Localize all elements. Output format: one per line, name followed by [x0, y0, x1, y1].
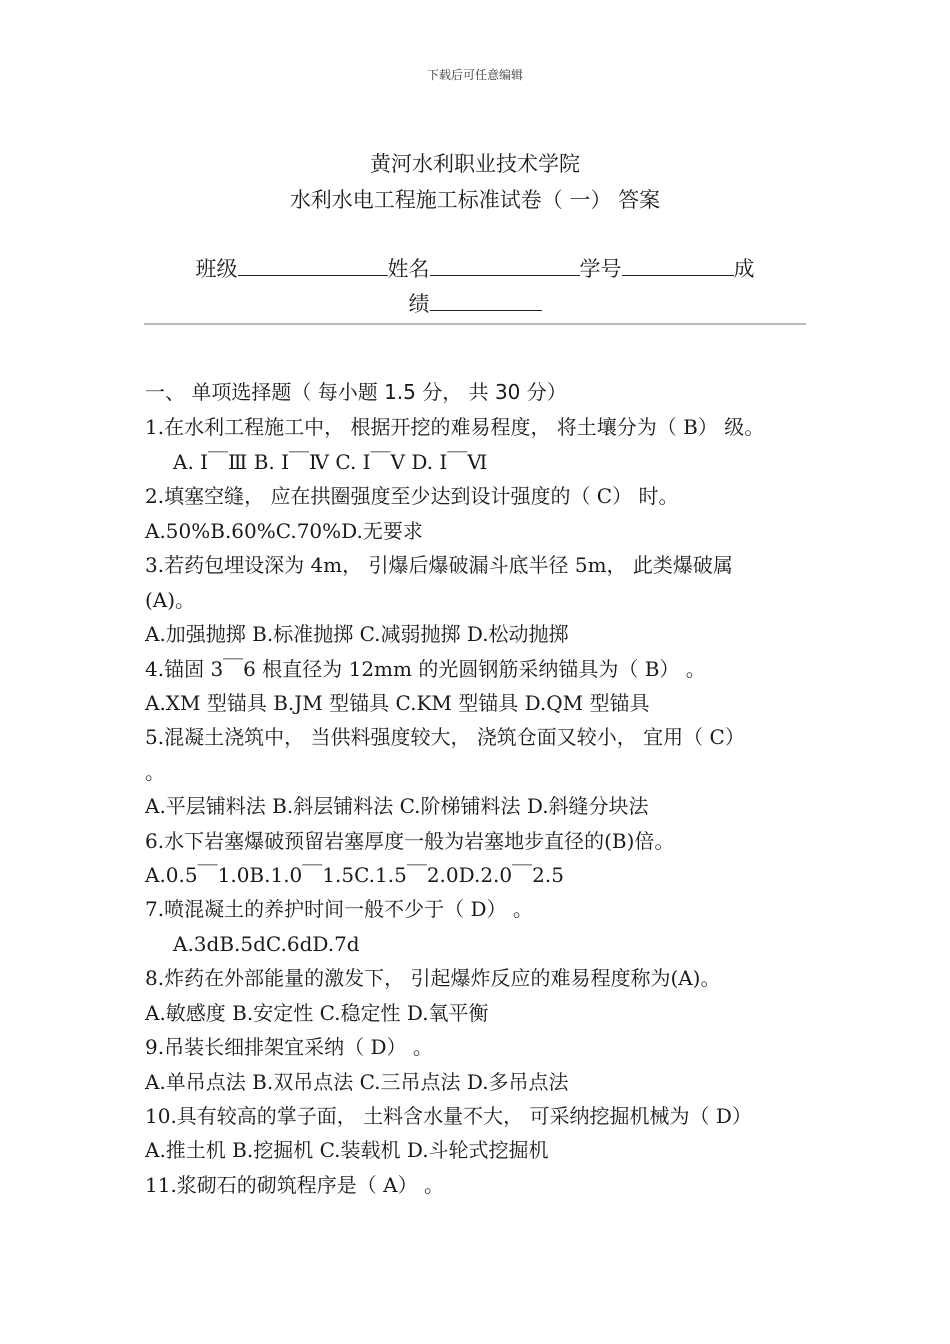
question-line: 6.水下岩塞爆破预留岩塞厚度一般为岩塞地步直径的(B)倍。: [145, 829, 675, 853]
question-line: 1.在水利工程施工中， 根据开挖的难易程度， 将土壤分为（ B） 级。: [145, 415, 765, 439]
score-label-part1: 成: [733, 257, 755, 281]
student-id-blank: [622, 253, 734, 276]
score-row: [0, 288, 950, 318]
name-blank: [430, 253, 580, 276]
question-line: 4.锚固 3￣6 根直径为 12mm 的光圆钢筋采纳锚具为（ B） 。: [145, 657, 706, 681]
section-heading: 一、 单项选择题（ 每小题 1.5 分， 共 30 分）: [145, 380, 567, 404]
option-line: A.单吊点法 B.双吊点法 C.三吊点法 D.多吊点法: [145, 1070, 569, 1094]
option-line: A.敏感度 B.安定性 C.稳定性 D.氧平衡: [145, 1001, 489, 1025]
school-title: 黄河水利职业技术学院: [370, 152, 580, 176]
score-blank: [430, 288, 542, 311]
option-line: A. Ⅰ￣Ⅲ B. Ⅰ￣Ⅳ C. Ⅰ￣Ⅴ D. Ⅰ￣Ⅵ: [173, 450, 488, 474]
class-blank: [238, 253, 388, 276]
option-line: A.0.5￣1.0B.1.0￣1.5C.1.5￣2.0D.2.0￣2.5: [145, 863, 564, 887]
question-line: 7.喷混凝土的养护时间一般不少于（ D） 。: [145, 897, 533, 921]
question-line: 9.吊装长细排架宜采纳（ D） 。: [145, 1035, 433, 1059]
exam-title: 水利水电工程施工标准试卷（ 一） 答案: [289, 188, 661, 212]
option-line: A.平层铺料法 B.斜层铺料法 C.阶梯铺料法 D.斜缝分块法: [145, 794, 649, 818]
question-line: 10.具有较高的掌子面， 土料含水量不大， 可采纳挖掘机械为（ D）: [145, 1104, 752, 1128]
question-line: 11.浆砌石的砌筑程序是（ A） 。: [145, 1173, 444, 1197]
option-line: A.50%B.60%C.70%D.无要求: [145, 519, 423, 543]
option-line: A.推土机 B.挖掘机 C.装载机 D.斗轮式挖掘机: [145, 1138, 549, 1162]
class-label: 班级: [195, 257, 238, 281]
option-line: A.XM 型锚具 B.JM 型锚具 C.KM 型锚具 D.QM 型锚具: [145, 691, 650, 715]
watermark-text: 下载后可任意编辑: [426, 68, 523, 82]
name-label: 姓名: [387, 257, 430, 281]
score-label-part2: 绩: [408, 292, 430, 316]
question-line: 5.混凝土浇筑中， 当供料强度较大， 浇筑仓面又较小， 宜用（ C）: [145, 725, 745, 749]
question-line: 8.炸药在外部能量的激发下， 引起爆炸反应的难易程度称为(A)。: [145, 966, 721, 990]
option-line: A.3dB.5dC.6dD.7d: [173, 932, 360, 956]
question-line: 2.填塞空缝， 应在拱圈强度至少达到设计强度的（ C） 时。: [145, 484, 679, 508]
option-line: A.加强抛掷 B.标准抛掷 C.减弱抛掷 D.松动抛掷: [145, 622, 569, 646]
question-line: 3.若药包埋设深为 4m， 引爆后爆破漏斗底半径 5m， 此类爆破属: [145, 553, 733, 577]
question-line: (A)。: [145, 588, 196, 612]
student-info-row: [0, 253, 950, 283]
question-line: 。: [145, 760, 165, 784]
header-divider: [144, 323, 806, 325]
student-id-label: 学号: [579, 257, 622, 281]
